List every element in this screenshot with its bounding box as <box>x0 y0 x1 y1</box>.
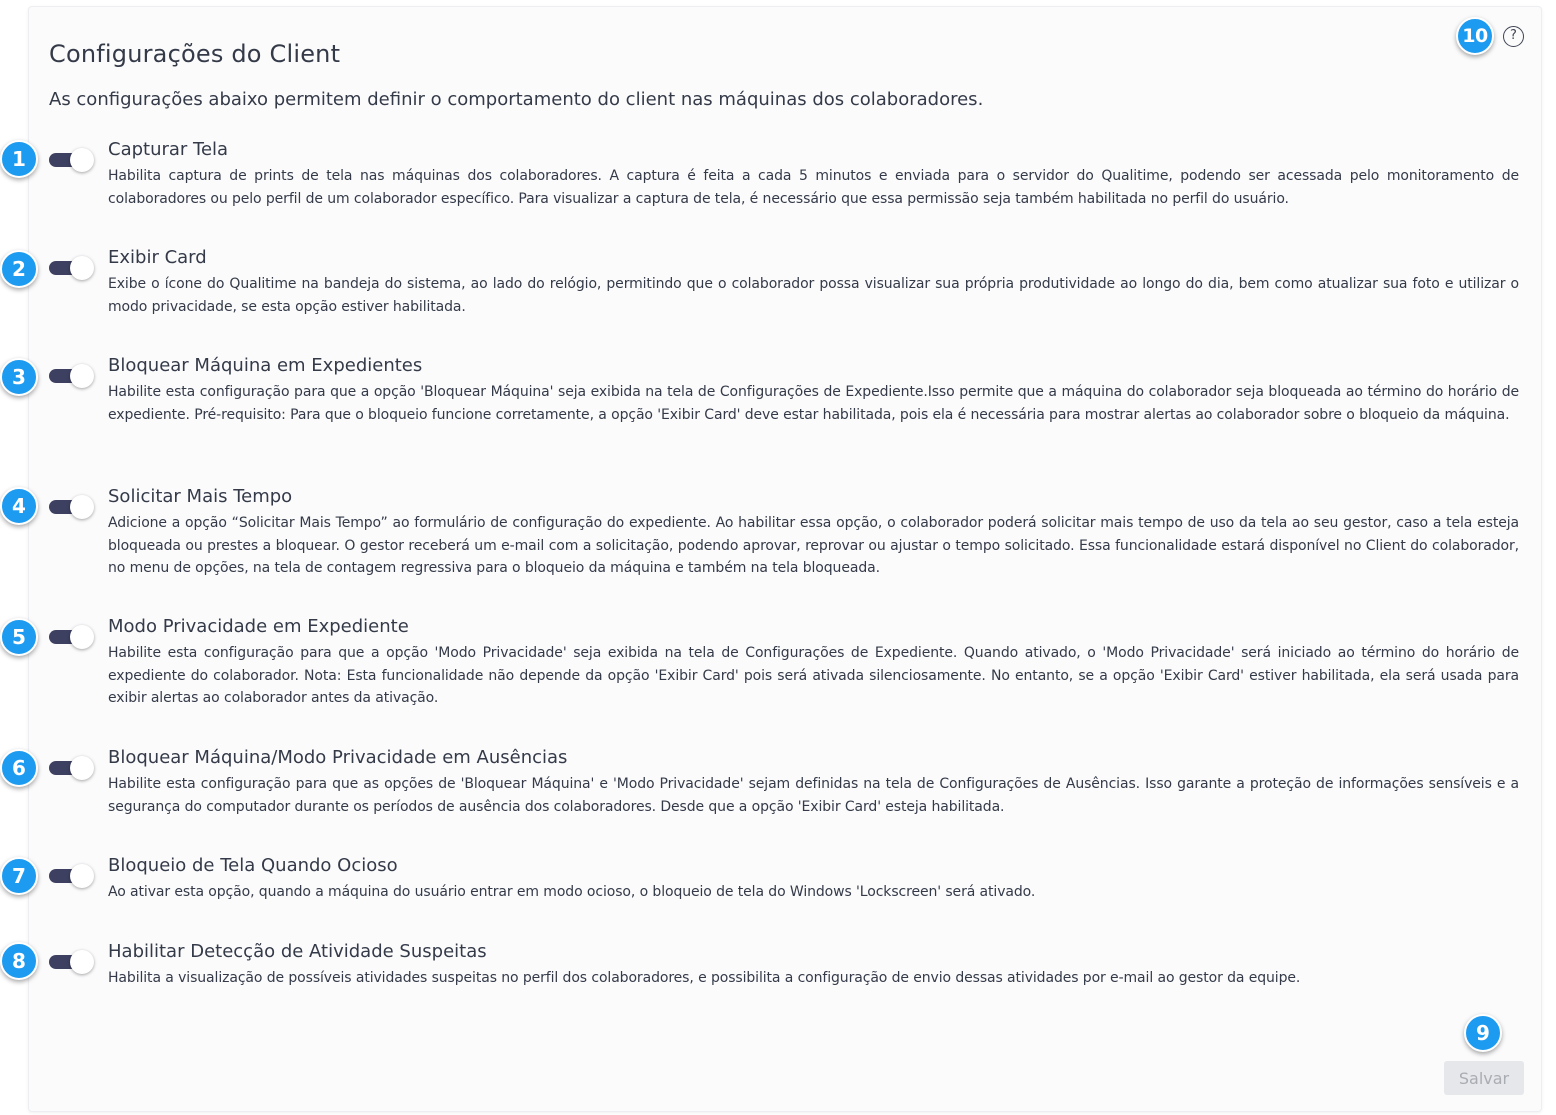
setting-description: Adicione a opção “Solicitar Mais Tempo” ao formulário de configuração do expediente. Ao habilitar essa opção, o colaborador poderá solicitar mais tempo de uso da tela ao seu gestor, caso a tela esteja bloqueada ou prestes a bloquear. O gestor receberá um e-mail com a solicitação, podendo aprovar, reprovar ou ajustar o tempo solicitado. Essa funcionalidade estará disponível no Client do colaborador, no menu de opções, na tela de contagem regressiva para o bloqueio da máquina e também na tela bloqueada. <box>108 515 1519 576</box>
annotation-badge-4: 4 <box>0 487 38 525</box>
toggle-switch-exibir-card[interactable] <box>49 256 95 280</box>
setting-title: Capturar Tela <box>108 139 229 160</box>
toggle-switch-modo-privacidade-expediente[interactable] <box>49 625 95 649</box>
annotation-badge-8: 8 <box>0 942 38 980</box>
annotation-badge-10: 10 <box>1456 17 1494 55</box>
toggle-thumb <box>70 495 94 519</box>
setting-title: Bloqueio de Tela Quando Ocioso <box>108 855 398 876</box>
toggle-switch-capturar-tela[interactable] <box>49 148 95 172</box>
page-title: Configurações do Client <box>49 40 341 68</box>
setting-title: Exibir Card <box>108 247 207 268</box>
toggle-switch-bloquear-maquina-expedientes[interactable] <box>49 364 95 388</box>
annotation-badge-3: 3 <box>0 358 38 396</box>
setting-title: Habilitar Detecção de Atividade Suspeitas <box>108 941 487 962</box>
setting-description: Ao ativar esta opção, quando a máquina do usuário entrar em modo ocioso, o bloqueio de tela do Windows 'Lockscreen' será ativado. <box>108 884 1036 900</box>
toggle-switch-bloquear-maquina-ausencias[interactable] <box>49 756 95 780</box>
setting-description: Habilite esta configuração para que a opção 'Modo Privacidade' seja exibida na tela de Configurações de Expediente. Quando ativado, o 'Modo Privacidade' será iniciado ao término do horário de expediente do colaborador. Nota: Esta funcionalidade não depende da opção 'Exibir Card' pois será ativada silenciosamente. No entanto, se a opção 'Exibir Card' estiver habilitada, ela será usada para exibir alertas ao colaborador antes da ativação. <box>108 645 1519 706</box>
setting-description: Habilite esta configuração para que as opções de 'Bloquear Máquina' e 'Modo Privacidade' sejam definidas na tela de Configurações de Ausências. Isso garante a proteção de informações sensíveis e a segurança do computador durante os períodos de ausência dos colaboradores. Desde que a opção 'Exibir Card' esteja habilitada. <box>108 776 1519 815</box>
page-subtitle: As configurações abaixo permitem definir o comportamento do client nas máquinas dos colaboradores. <box>49 89 984 110</box>
toggle-thumb <box>70 256 94 280</box>
annotation-badge-9: 9 <box>1464 1014 1502 1052</box>
setting-title: Bloquear Máquina em Expedientes <box>108 355 423 376</box>
annotation-badge-2: 2 <box>0 250 38 288</box>
help-icon[interactable]: ? <box>1503 26 1524 47</box>
toggle-switch-atividade-suspeita[interactable] <box>49 950 95 974</box>
toggle-thumb <box>70 148 94 172</box>
setting-title: Modo Privacidade em Expediente <box>108 616 409 637</box>
annotation-badge-7: 7 <box>0 857 38 895</box>
toggle-switch-solicitar-mais-tempo[interactable] <box>49 495 95 519</box>
toggle-thumb <box>70 364 94 388</box>
setting-description: Habilita a visualização de possíveis atividades suspeitas no perfil dos colaboradores, e possibilita a configuração de envio dessas atividades por e-mail ao gestor da equipe. <box>108 970 1301 986</box>
setting-description: Exibe o ícone do Qualitime na bandeja do sistema, ao lado do relógio, permitindo que o colaborador possa visualizar sua própria produtividade ao longo do dia, bem como atualizar sua foto e utilizar o modo privacidade, se esta opção estiver habilitada. <box>108 276 1519 315</box>
save-button[interactable]: Salvar <box>1444 1061 1524 1095</box>
annotation-badge-1: 1 <box>0 140 38 178</box>
setting-description: Habilite esta configuração para que a opção 'Bloquear Máquina' seja exibida na tela de Configurações de Expediente.Isso permite que a máquina do colaborador seja bloqueada ao término do horário de expediente. Pré-requisito: Para que o bloqueio funcione corretamente, a opção 'Exibir Card' deve estar habilitada, pois ela é necessária para mostrar alertas ao colaborador sobre o bloqueio da máquina. <box>108 384 1519 423</box>
toggle-thumb <box>70 625 94 649</box>
toggle-thumb <box>70 950 94 974</box>
annotation-badge-6: 6 <box>0 749 38 787</box>
toggle-thumb <box>70 756 94 780</box>
toggle-thumb <box>70 864 94 888</box>
annotation-badge-5: 5 <box>0 618 38 656</box>
setting-title: Solicitar Mais Tempo <box>108 486 293 507</box>
toggle-switch-bloqueio-tela-ocioso[interactable] <box>49 864 95 888</box>
setting-title: Bloquear Máquina/Modo Privacidade em Ausências <box>108 747 568 768</box>
setting-description: Habilita captura de prints de tela nas máquinas dos colaboradores. A captura é feita a cada 5 minutos e enviada para o servidor do Qualitime, podendo ser acessada pelo monitoramento de colaboradores ou pelo perfil de um colaborador específico. Para visualizar a captura de tela, é necessário que essa permissão seja também habilitada no perfil do usuário. <box>108 168 1519 207</box>
